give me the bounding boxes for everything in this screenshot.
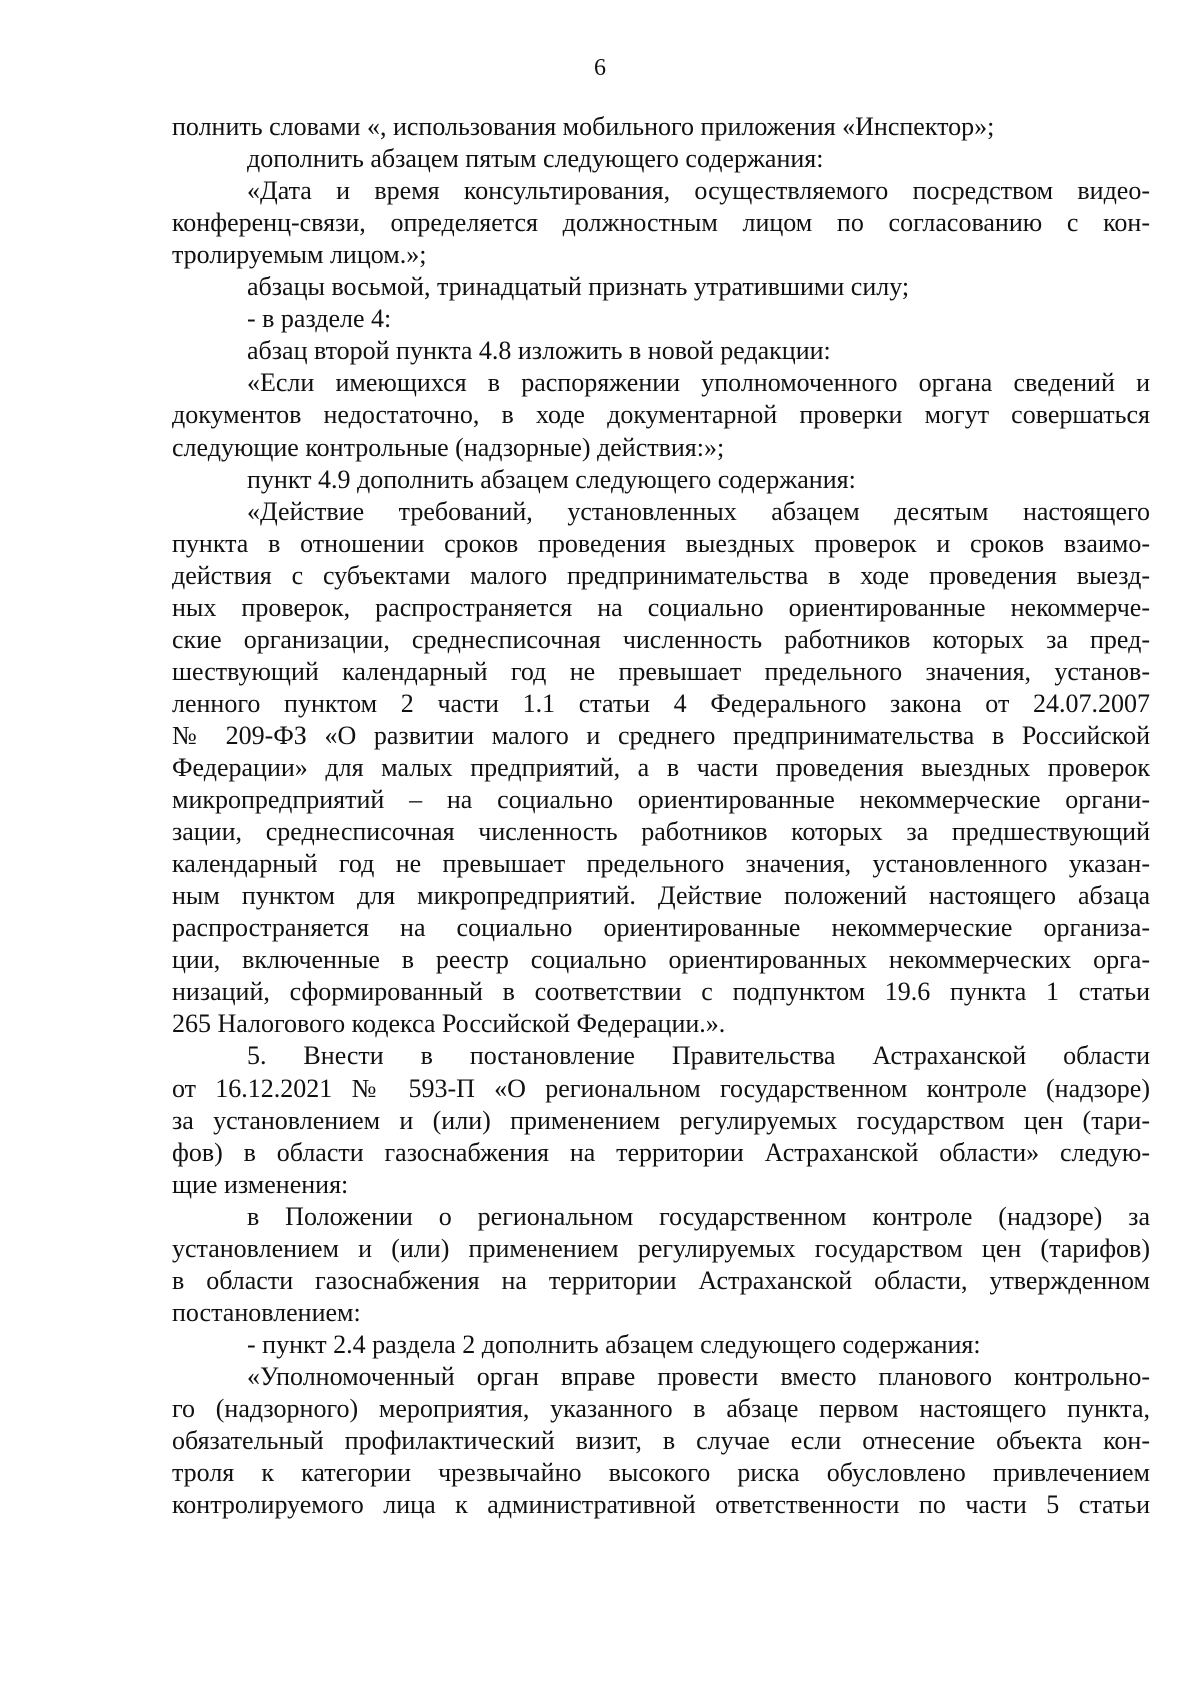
text-line: ленного пунктом 2 части 1.1 статьи 4 Федерального закона от 24.07.2007 (172, 688, 1150, 718)
text-line: следующие контрольные (надзорные) действия:»; (172, 432, 725, 462)
text-line: установлением и (или) применением регулируемых государством цен (тарифов) (172, 1233, 1150, 1263)
text-line: троля к категории чрезвычайно высокого риска обусловлено привлечением (172, 1458, 1150, 1488)
text-line: «Действие требований, установленных абзацем десятым настоящего (247, 496, 1150, 526)
text-line: № 209-ФЗ «О развитии малого и среднего предпринимательства в Российской (172, 720, 1150, 750)
text-line: - в разделе 4: (247, 304, 392, 334)
text-line: в Положении о региональном государственном контроле (надзоре) за (247, 1201, 1150, 1231)
text-line: «Если имеющихся в распоряжении уполномоченного органа сведений и (247, 368, 1150, 398)
text-line: в области газоснабжения на территории Астраханской области, утвержденном (172, 1265, 1150, 1295)
text-line: полнить словами «, использования мобильного приложения «Инспектор»; (172, 112, 995, 141)
text-line: абзац второй пункта 4.8 изложить в новой редакции: (247, 336, 831, 366)
text-line: ские организации, среднесписочная численность работников которых за пред- (172, 624, 1150, 654)
text-line: щие изменения: (172, 1169, 349, 1199)
text-line: Федерации» для малых предприятий, а в части проведения выездных проверок (172, 753, 1150, 782)
text-line: действия с субъектами малого предпринимательства в ходе проведения выезд- (172, 560, 1150, 590)
text-line: 5. Внести в постановление Правительства Астраханской области (247, 1041, 1150, 1071)
text-line: низаций, сформированный в соответствии с подпунктом 19.6 пункта 1 статьи (172, 977, 1150, 1007)
text-line: за установлением и (или) применением регулируемых государством цен (тари- (172, 1105, 1150, 1135)
text-line: пункт 4.9 дополнить абзацем следующего содержания: (247, 464, 856, 494)
text-line: шествующий календарный год не превышает предельного значения, установ- (172, 656, 1150, 686)
text-line: дополнить абзацем пятым следующего содержания: (247, 144, 824, 174)
text-line: от 16.12.2021 № 593-П «О региональном государственном контроле (надзоре) (172, 1073, 1150, 1103)
text-line: тролируемым лицом.»; (172, 240, 427, 270)
text-line: зации, среднесписочная численность работников которых за предшествующий (172, 817, 1150, 847)
text-line: «Уполномоченный орган вправе провести вместо планового контрольно- (247, 1361, 1150, 1391)
text-line: ции, включенные в реестр социально ориентированных некоммерческих орга- (172, 945, 1150, 975)
text-line: пункта в отношении сроков проведения выездных проверок и сроков взаимо- (172, 528, 1150, 558)
text-line: ным пунктом для микропредприятий. Действие положений настоящего абзаца (172, 881, 1150, 911)
text-line: - пункт 2.4 раздела 2 дополнить абзацем следующего содержания: (247, 1329, 981, 1359)
text-line: 265 Налогового кодекса Российской Федерации.». (172, 1009, 726, 1039)
page-number: 6 (594, 55, 606, 81)
text-line: документов недостаточно, в ходе документарной проверки могут совершаться (172, 400, 1150, 430)
text-line: ных проверок, распространяется на социально ориентированные некоммерче- (172, 592, 1150, 622)
text-line: календарный год не превышает предельного значения, установленного указан- (172, 849, 1150, 879)
text-line: абзацы восьмой, тринадцатый признать утратившими силу; (247, 272, 910, 302)
text-line: контролируемого лица к административной ответственности по части 5 статьи (172, 1490, 1150, 1520)
text-line: обязательный профилактический визит, в случае если отнесение объекта кон- (172, 1426, 1150, 1455)
text-line: распространяется на социально ориентированные некоммерческие организа- (172, 913, 1150, 943)
text-line: микропредприятий – на социально ориентированные некоммерческие органи- (172, 785, 1150, 814)
text-line: постановлением: (172, 1297, 361, 1327)
text-line: фов) в области газоснабжения на территории Астраханской области» следую- (172, 1137, 1150, 1167)
text-line: «Дата и время консультирования, осуществляемого посредством видео- (247, 176, 1150, 206)
text-line: го (надзорного) мероприятия, указанного в абзаце первом настоящего пункта, (172, 1394, 1150, 1423)
text-line: конференц-связи, определяется должностным лицом по согласованию с кон- (172, 208, 1150, 238)
